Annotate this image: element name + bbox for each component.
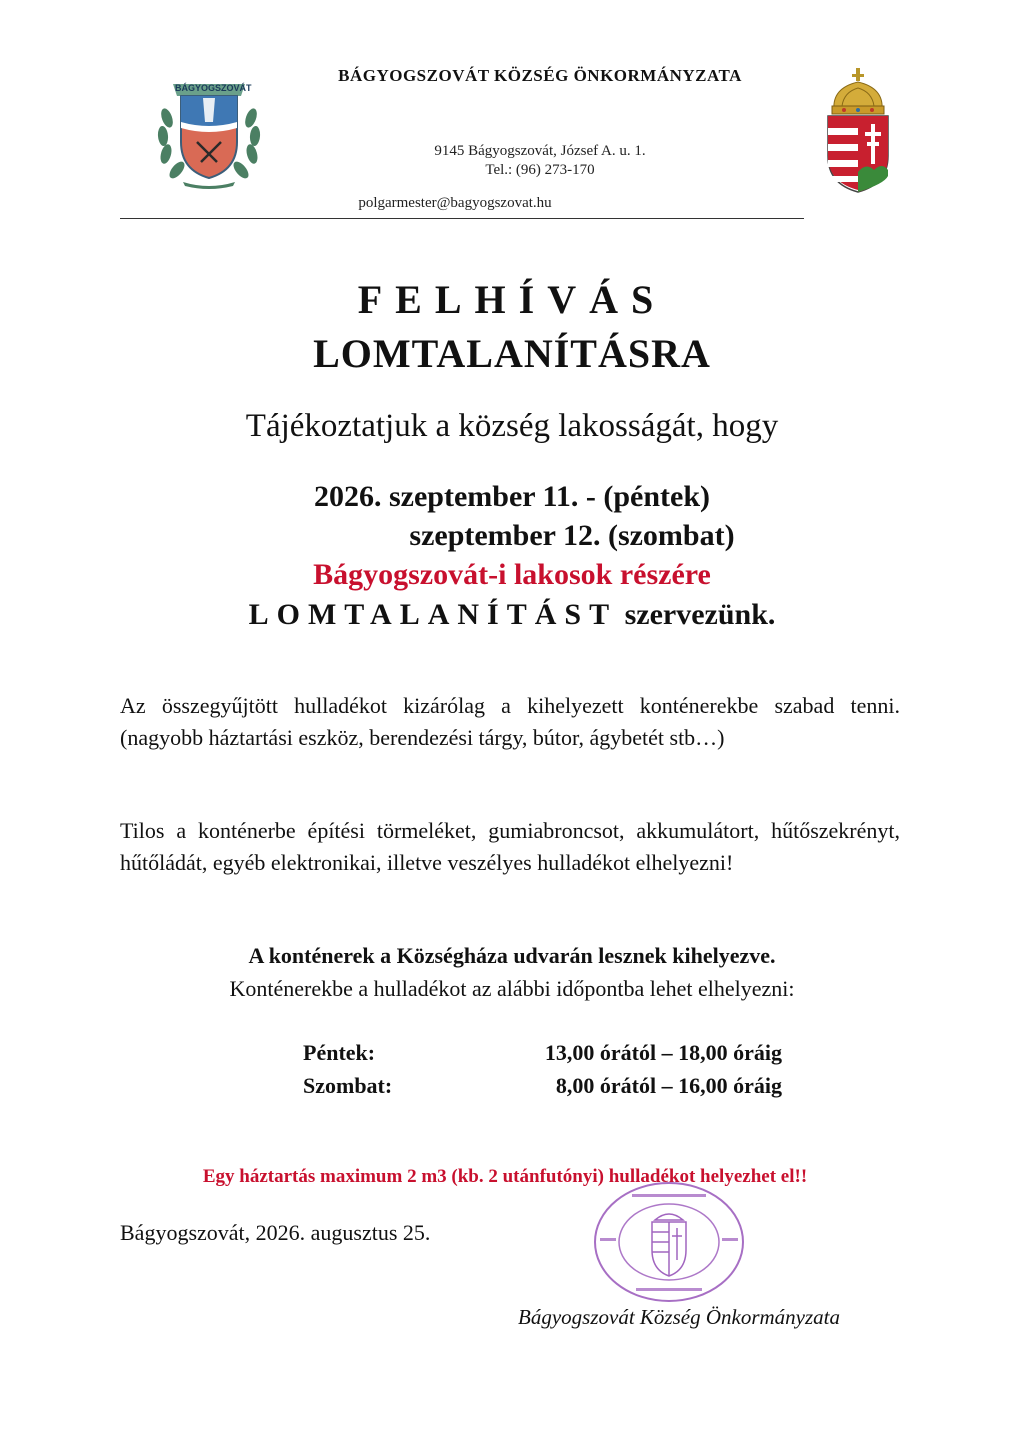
official-stamp-icon bbox=[592, 1180, 746, 1304]
household-limit: Egy háztartás maximum 2 m3 (kb. 2 utánfutónyi) hulladékot helyezhet el!! bbox=[202, 1166, 808, 1187]
paragraph-allowed-waste: Az összegyűjtött hulladékot kizárólag a kihelyezett konténerekbe szabad tenni. (nagyobb háztartási eszköz, berendezési tárgy, bútor, ágybetét stb…) bbox=[120, 693, 900, 750]
containers-note: Konténerekbe a hulladékot az alábbi időpontba lehet elhelyezni: bbox=[229, 976, 795, 1001]
date-line-2: szeptember 12. (szombat) bbox=[409, 519, 735, 552]
organize-rest: szervezünk. bbox=[624, 598, 776, 631]
hungarian-coat-of-arms-icon bbox=[822, 66, 894, 194]
schedule-day-friday: Péntek: bbox=[303, 1040, 376, 1065]
organize-word: LOMTALANÍTÁST bbox=[248, 598, 618, 631]
header-divider bbox=[120, 218, 804, 219]
paragraph-forbidden-waste: Tilos a konténerbe építési törmeléket, gumiabroncsot, akkumulátort, hűtőszekrényt, hűtőládát, egyéb elektronikai, illetve veszélyes hulladékot elhelyezni! bbox=[120, 818, 900, 875]
signature: Bágyogszovát Község Önkormányzata bbox=[518, 1305, 840, 1329]
residents-line: Bágyogszovát-i lakosok részére bbox=[313, 558, 711, 591]
village-coat-of-arms-icon bbox=[153, 78, 265, 190]
schedule-day-saturday: Szombat: bbox=[303, 1073, 393, 1098]
organization-name: BÁGYOGSZOVÁT KÖZSÉG ÖNKORMÁNYZATA bbox=[338, 66, 742, 85]
schedule-time-saturday: 8,00 órától – 16,00 óráig bbox=[555, 1073, 782, 1098]
intro-text: Tájékoztatjuk a község lakosságát, hogy bbox=[245, 408, 779, 444]
date-line-1: 2026. szeptember 11. - (péntek) bbox=[313, 480, 711, 513]
email-link[interactable]: polgarmester@bagyogszovat.hu bbox=[358, 195, 552, 211]
place-and-date: Bágyogszovát, 2026. augusztus 25. bbox=[120, 1220, 431, 1245]
title-subject: LOMTALANÍTÁSRA bbox=[313, 331, 711, 376]
crest-banner-text: BÁGYOGSZOVÁT bbox=[175, 83, 252, 93]
title-call: FELHÍVÁS bbox=[357, 277, 667, 322]
address: 9145 Bágyogszovát, József A. u. 1. bbox=[434, 143, 646, 159]
organize-line bbox=[0, 598, 1024, 632]
phone: Tel.: (96) 273-170 bbox=[485, 162, 595, 178]
schedule-time-friday: 13,00 órától – 18,00 óráig bbox=[544, 1040, 782, 1065]
containers-location: A konténerek a Községháza udvarán lesznek kihelyezve. bbox=[248, 943, 776, 968]
